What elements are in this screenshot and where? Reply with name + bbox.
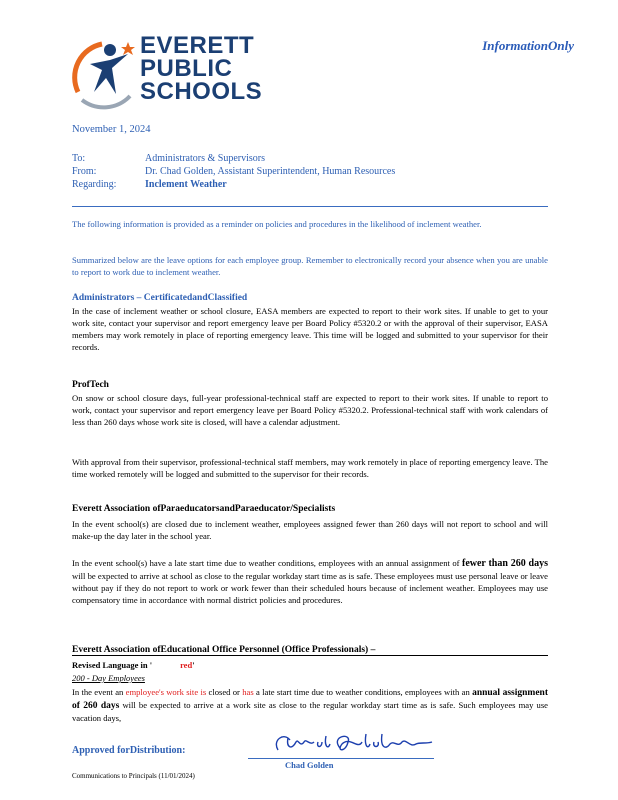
office-body-mid: closed or [208, 687, 240, 697]
office-body-emphasis: annual assignment of 260 days [72, 688, 548, 711]
logo-wordmark [140, 34, 262, 103]
signature-line [248, 758, 434, 759]
office-heading: Everett Association ofEducational Office Personnel (Office Professionals) – [72, 645, 548, 656]
revised-red-word: red [180, 660, 193, 670]
office-body-start: In the event an [72, 687, 124, 697]
para-body-2-emphasis: fewer than 260 days [461, 558, 548, 569]
para-body-1: In the event school(s) are closed due to inclement weather, employees assigned fewer than 260 days will not report to school and will make-up the day later in the school year. [72, 519, 548, 541]
admin-heading: Administrators – CertificatedandClassified [72, 293, 248, 303]
proftech-body-2: With approval from their supervisor, professional-technical staff members, may work remotely in place of reporting emergency leave. The time worked remotely will be logged and submitted to the supervisor for their records. [72, 457, 548, 479]
memo-date: November 1, 2024 [72, 124, 151, 135]
para-body-2-end: will be expected to arrive at school as close to the regular workday start time as is safe. These employees must use personal leave or leave without pay if they do not report to work or work fewer than their scheduled hours because of inclement weather. Employees may use compensatory time in accordance with normal district policies and procedures. [72, 571, 548, 605]
proftech-heading: ProfTech [72, 380, 109, 390]
para-body-2-start: In the event school(s) have a late start time due to weather conditions, employees with an annual assignment of [72, 558, 460, 568]
admin-body: In the case of inclement weather or school closure, EASA members are expected to report to their work sites. If unable to get to your work site, contact your supervisor and report emergency leave per Board Policy #5320.2 or with the approval of their supervisor, EASA members may work remotely in place of reporting emergency leave. This time will be logged and submitted to your supervisor for their records. [72, 306, 548, 352]
information-only-label: InformationOnly [482, 38, 574, 53]
logo-line-1: EVERETT [140, 32, 255, 59]
logo-mark-icon [72, 34, 142, 112]
proftech-body-1: On snow or school closure days, full-year professional-technical staff are expected to report to their work sites. If unable to report to work, contact your supervisor and report emergency leave per Board Policy #5320.2. Professional-technical staff with work calendars of less than 260 days whose work site is closed, will have a calendar adjustment. [72, 393, 548, 427]
from-label: From: [72, 166, 97, 177]
office-body-mid-2: a late start time due to weather conditions, employees with an [256, 687, 470, 697]
regarding-value: Inclement Weather [145, 179, 227, 190]
office-body-end: will be expected to arrive at a work site as close to the regular workday start time as is safe. Such employees may use vacation days, [72, 700, 548, 723]
regarding-label: Regarding: [72, 179, 117, 190]
to-label: To: [72, 153, 86, 164]
office-body-red-1: employee's work site is [125, 687, 207, 697]
to-value: Administrators & Supervisors [145, 153, 265, 164]
intro-paragraph-1: The following information is provided as a reminder on policies and procedures in the likelihood of inclement weather. [72, 219, 482, 229]
approved-label: Approved forDistribution: [72, 745, 186, 756]
header-divider [72, 206, 548, 207]
regarding-row [72, 178, 227, 191]
para-heading: Everett Association ofParaeducatorsandParaeducator/Specialists [72, 504, 336, 514]
revised-text-end: ' [192, 660, 195, 670]
days-label: 200 - Day Employees [72, 673, 145, 683]
office-body [72, 686, 548, 724]
signer-name: Chad Golden [285, 760, 334, 770]
intro-paragraph-2: Summarized below are the leave options for each employee group. Remember to electronically record your absence when you are unable to report to work due to inclement weather. [72, 255, 548, 277]
from-value: Dr. Chad Golden, Assistant Superintendent, Human Resources [145, 166, 396, 177]
logo-line-2: PUBLIC [140, 55, 233, 82]
office-body-red-2: has [242, 687, 254, 697]
from-row [72, 165, 395, 178]
footer-note: Communications to Principals (11/01/2024) [72, 772, 195, 780]
para-body-2 [72, 557, 548, 606]
district-logo [72, 32, 263, 112]
revised-text-start: Revised Language in ' [72, 660, 153, 670]
to-row [72, 152, 265, 165]
signature-image [270, 730, 440, 760]
revised-language-note [72, 660, 195, 670]
logo-line-3: SCHOOLS [140, 78, 263, 105]
